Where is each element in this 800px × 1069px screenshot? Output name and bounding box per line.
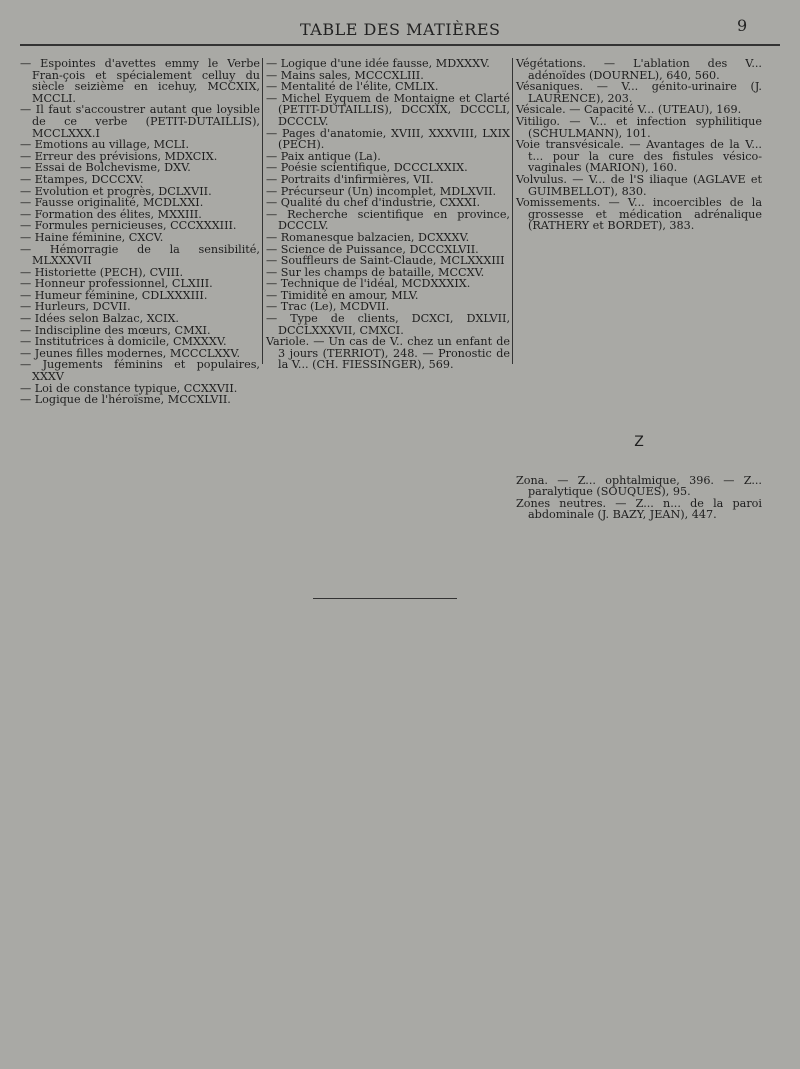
section-letter-z: Z <box>634 433 644 450</box>
header-rule <box>20 44 780 46</box>
index-entry: Végétations. — L'ablation des V... adénoïdes (DOURNEL), 640, 560. <box>516 57 762 82</box>
index-entry: — Logique de l'héroïsme, MCCXLVII. <box>20 393 231 407</box>
index-entry: — Sur les champs de bataille, MCCXV. <box>266 265 485 279</box>
index-entry: — Qualité du chef d'industrie, CXXXI. <box>266 196 481 210</box>
index-entry: — Paix antique (La). <box>266 149 381 163</box>
index-entry: — Evolution et progrès, DCLXVII. <box>20 184 212 198</box>
index-entry: — Timidité en amour, MLV. <box>266 288 419 302</box>
index-entry: — Mentalité de l'élite, CMLIX. <box>266 80 439 94</box>
index-entry: Vésaniques. — V... génito-urinaire (J. LAURENCE), 203. <box>516 80 762 105</box>
index-column-3 <box>516 58 762 521</box>
index-entry: — Humeur féminine, CDLXXXIII. <box>20 288 208 302</box>
index-entry: — Honneur professionnel, CLXIII. <box>20 277 213 291</box>
column-divider <box>262 58 263 364</box>
page-number: 9 <box>737 16 748 35</box>
index-entry: — Trac (Le), MCDVII. <box>266 300 390 314</box>
index-entry: — Type de clients, DCXCI, DXLVII, DCCLXXXVII, CMXCI. <box>266 312 510 337</box>
column-divider <box>512 58 513 364</box>
index-entry: — Pages d'anatomie, XVIII, XXXVIII, LXIX (PECH). <box>266 126 510 152</box>
index-entry: — Jeunes filles modernes, MCCCLXXV. <box>20 346 241 360</box>
index-entry: — Recherche scientifique en province, DCCCLV. <box>266 207 510 233</box>
index-entry: — Historiette (PECH), CVIII. <box>20 265 184 279</box>
page-title: TABLE DES MATIÈRES <box>300 20 501 39</box>
index-entry: — Science de Puissance, DCCCXLVII. <box>266 242 479 256</box>
index-entry: — Fausse originalité, MCDLXXI. <box>20 196 204 210</box>
index-entry: — Hémorragie de la sensibilité, MLXXXVII <box>20 242 260 268</box>
index-column-1 <box>20 58 260 406</box>
index-entry: — Essai de Bolchevisme, DXV. <box>20 161 191 175</box>
index-entry: Vitiligo. — V... et infection syphilitique (SCHULMANN), 101. <box>516 114 762 140</box>
index-entry: — Etampes, DCCCXV. <box>20 172 144 186</box>
index-entry: — Idées selon Balzac, XCIX. <box>20 312 179 326</box>
index-entry: — Haine féminine, CXCV. <box>20 230 164 244</box>
index-entry: — Erreur des prévisions, MDXCIX. <box>20 149 218 163</box>
index-entry: Voie transvésicale. — Avantages de la V... t... pour la cure des fistules vésico-vaginales (MARION), 160. <box>516 138 762 175</box>
index-entry: — Romanesque balzacien, DCXXXV. <box>266 230 470 244</box>
index-entry: — Formation des élites, MXXIII. <box>20 207 202 221</box>
index-entry: Zona. — Z... ophtalmique, 396. — Z... paralytique (SOUQUES), 95. <box>516 473 762 499</box>
index-entry: — Formules pernicieuses, CCCXXXIII. <box>20 219 237 233</box>
index-entry: — Technique de l'idéal, MCDXXXIX. <box>266 277 471 291</box>
index-entry: Vomissements. — V... incoercibles de la grossesse et médication adrénalique (RATHERY et BORDET), 383. <box>516 196 762 233</box>
index-entry: — Indiscipline des mœurs, CMXI. <box>20 323 211 337</box>
index-entry: — Mains sales, MCCCXLIII. <box>266 68 424 82</box>
index-entry: — Michel Eyquem de Montaigne et Clarté (PETIT-DUTAILLIS), DCCXIX, DCCCLI, DCCCLV. <box>266 91 510 128</box>
index-column-2 <box>266 58 510 371</box>
index-entry: — Loi de constance typique, CCXXVII. <box>20 381 238 395</box>
index-entry: — Hurleurs, DCVII. <box>20 300 131 314</box>
index-entry: — Il faut s'accoustrer autant que loysible de ce verbe (PETIT-DUTAILLIS), MCCLXXX.I <box>20 103 260 140</box>
index-entry: — Jugements féminins et populaires, XXXV <box>20 358 260 384</box>
index-entry: — Institutrices à domicile, CMXXXV. <box>20 335 227 349</box>
index-entry: — Espointes d'avettes emmy le Verbe Fran-çois et spécialement celluy du siècle seizième en icehuy, MCCXIX, MCCLI. <box>20 57 260 105</box>
index-entry: — Poésie scientifique, DCCCLXXIX. <box>266 161 468 175</box>
index-entry: Zones neutres. — Z... n... de la paroi abdominale (J. BAZY, JEAN), 447. <box>516 496 762 522</box>
index-entry: — Précurseur (Un) incomplet, MDLXVII. <box>266 184 497 198</box>
index-entry: — Emotions au village, MCLI. <box>20 138 190 152</box>
page-header <box>0 0 800 48</box>
index-entry-variole: Variole. — Un cas de V.. chez un enfant de 3 jours (TERRIOT), 248. — Pronostic de la V... (CH. FIESSINGER), 569. <box>266 335 510 372</box>
index-entry: Vésicale. — Capacité V... (UTEAU), 169. <box>516 103 742 117</box>
index-entry: — Logique d'une idée fausse, MDXXXV. <box>266 57 490 70</box>
index-entry: — Souffleurs de Saint-Claude, MCLXXXIII <box>266 254 505 268</box>
index-entry: — Portraits d'infirmières, VII. <box>266 172 434 186</box>
index-entry: Volvulus. — V... de l'S iliaque (AGLAVE et GUIMBELLOT), 830. <box>516 172 762 198</box>
closing-rule <box>313 598 457 599</box>
